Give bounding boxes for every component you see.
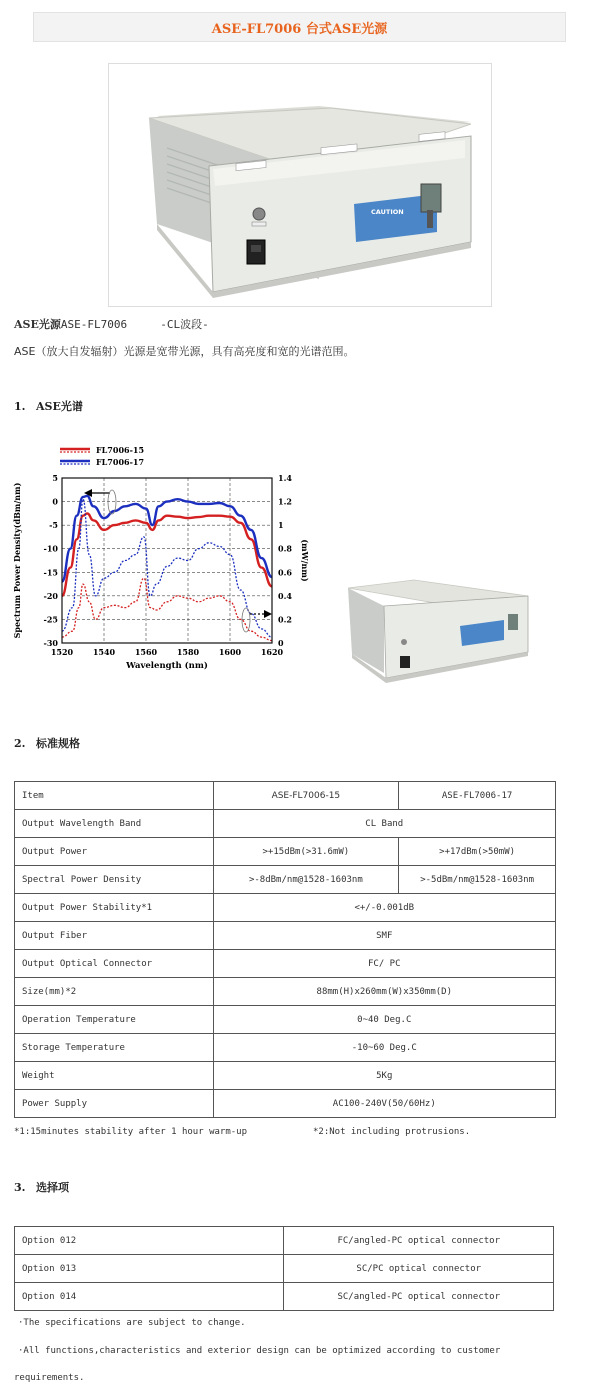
spec-value-cell: 0~40 Deg.C [213,1006,555,1034]
series-line-0 [62,513,272,596]
spec-value-cell: >-8dBm/nm@1528-1603nm [213,866,399,894]
chart-svg [10,438,310,683]
product-name-rest: ASE-FL7006 -CL波段- [60,318,209,331]
table-row [15,950,556,978]
x-tick-label: 1540 [92,647,116,657]
table-row [15,894,556,922]
spec-value-cell: AC100-240V(50/60Hz) [213,1090,555,1118]
x-tick-label: 1580 [176,647,200,657]
y2-axis-label: (mW/nm) [300,539,310,582]
section-heading-specs [14,735,80,751]
option-desc-cell: FC/angled-PC optical connector [284,1227,554,1255]
table-row [15,810,556,838]
spec-item-cell: Spectral Power Density [15,866,214,894]
y-tick-label: -15 [43,567,58,578]
y2-tick-label: 0 [278,638,284,648]
y2-tick-label: 0.8 [278,543,292,554]
option-code-cell: Option 014 [15,1283,284,1311]
page-title: ASE-FL7006 台式ASE光源 [211,21,388,37]
x-tick-label: 1520 [50,647,74,657]
y-tick-label: -5 [49,520,58,531]
product-photo-small-svg [344,578,530,688]
caution-label: CAUTION [371,208,404,216]
product-photo [109,64,491,306]
table-row [15,978,556,1006]
footnote-2: ·All functions,characteristics and exterior design can be optimized according to customer [18,1346,501,1356]
section-number: 1. [14,400,26,413]
table-row [15,1090,556,1118]
legend-label: FL7006-17 [96,457,145,467]
header-cell: Item [15,782,214,810]
section-title: 标准规格 [36,737,80,750]
spec-value-cell: >-5dBm/nm@1528-1603nm [399,866,556,894]
series-line-1 [62,496,272,582]
y2-tick-label: 0.6 [278,567,292,578]
option-code-cell: Option 013 [15,1255,284,1283]
spec-value-cell: >+15dBm(>31.6mW) [213,838,399,866]
y-tick-label: -20 [43,590,58,601]
table-row [15,866,556,894]
table-row [15,1255,554,1283]
header-cell: ASE-FL7006-17 [399,782,556,810]
spec-value-cell: 5Kg [213,1062,555,1090]
y-tick-label: 5 [52,473,58,483]
product-photo-frame [108,63,492,307]
section-number: 2. [14,737,26,750]
spec-table [14,781,556,1118]
x-tick-label: 1560 [134,647,158,657]
y2-tick-label: 0.4 [278,590,292,601]
y2-tick-label: 1.4 [278,473,292,483]
x-axis-label: Wavelength (nm) [126,661,208,671]
y-tick-label: 0 [52,496,58,507]
table-row [15,838,556,866]
series-line-2 [62,578,272,640]
spec-item-cell: Output Power [15,838,214,866]
y-tick-label: -25 [43,614,58,625]
title-bar [33,12,566,42]
section-number: 3. [14,1181,26,1194]
y-tick-label: -10 [43,543,58,554]
table-header-row [15,782,556,810]
y-tick-label: -30 [43,638,58,648]
annotation-right-arrow [242,608,272,632]
spec-item-cell: Power Supply [15,1090,214,1118]
section-title: ASE光谱 [36,400,83,413]
table-row [15,1006,556,1034]
table-row [15,1227,554,1255]
y-axis-label: Spectrum Power Density(dBm/nm) [12,482,22,639]
spec-note-1: *1:15minutes stability after 1 hour warm-up [14,1127,247,1137]
y2-tick-label: 1.2 [278,496,292,507]
spec-note-2: *2:Not including protrusions. [313,1127,471,1137]
footnote-1: ·The specifications are subject to change. [18,1318,246,1328]
table-row [15,1062,556,1090]
table-row [15,1034,556,1062]
spec-value-cell: <+/-0.001dB [213,894,555,922]
option-code-cell: Option 012 [15,1227,284,1255]
section-heading-options [14,1179,69,1195]
spec-value-cell: CL Band [213,810,555,838]
x-tick-label: 1620 [260,647,284,657]
option-table [14,1226,554,1311]
ase-spectrum-chart [10,438,310,683]
option-desc-cell: SC/PC optical connector [284,1255,554,1283]
product-photo-small [344,578,530,688]
spec-item-cell: Operation Temperature [15,1006,214,1034]
header-cell: ASE-FL7006-15 [213,782,399,810]
product-description: ASE（放大自发辐射）光源是宽带光源，具有高亮度和宽的光谱范围。 [14,345,355,358]
spec-item-cell: Output Optical Connector [15,950,214,978]
spec-item-cell: Size(mm)*2 [15,978,214,1006]
table-row [15,1283,554,1311]
spec-value-cell: 88mm(H)x260mm(W)x350mm(D) [213,978,555,1006]
y2-tick-label: 1 [278,520,284,531]
option-desc-cell: SC/angled-PC optical connector [284,1283,554,1311]
product-name-line [14,316,209,332]
spec-item-cell: Output Power Stability*1 [15,894,214,922]
spec-item-cell: Output Fiber [15,922,214,950]
spec-value-cell: FC/ PC [213,950,555,978]
spec-value-cell: SMF [213,922,555,950]
y2-tick-label: 0.2 [278,614,292,625]
spec-value-cell: >+17dBm(>50mW) [399,838,556,866]
spec-value-cell: -10~60 Deg.C [213,1034,555,1062]
x-tick-label: 1600 [218,647,242,657]
spec-item-cell: Weight [15,1062,214,1090]
legend-label: FL7006-15 [96,445,145,455]
spec-item-cell: Output Wavelength Band [15,810,214,838]
section-heading-spectrum [14,398,83,414]
spec-item-cell: Storage Temperature [15,1034,214,1062]
product-name-bold: ASE光源 [14,318,61,331]
section-title: 选择项 [36,1181,69,1194]
table-row [15,922,556,950]
footnote-3: requirements. [14,1373,85,1383]
